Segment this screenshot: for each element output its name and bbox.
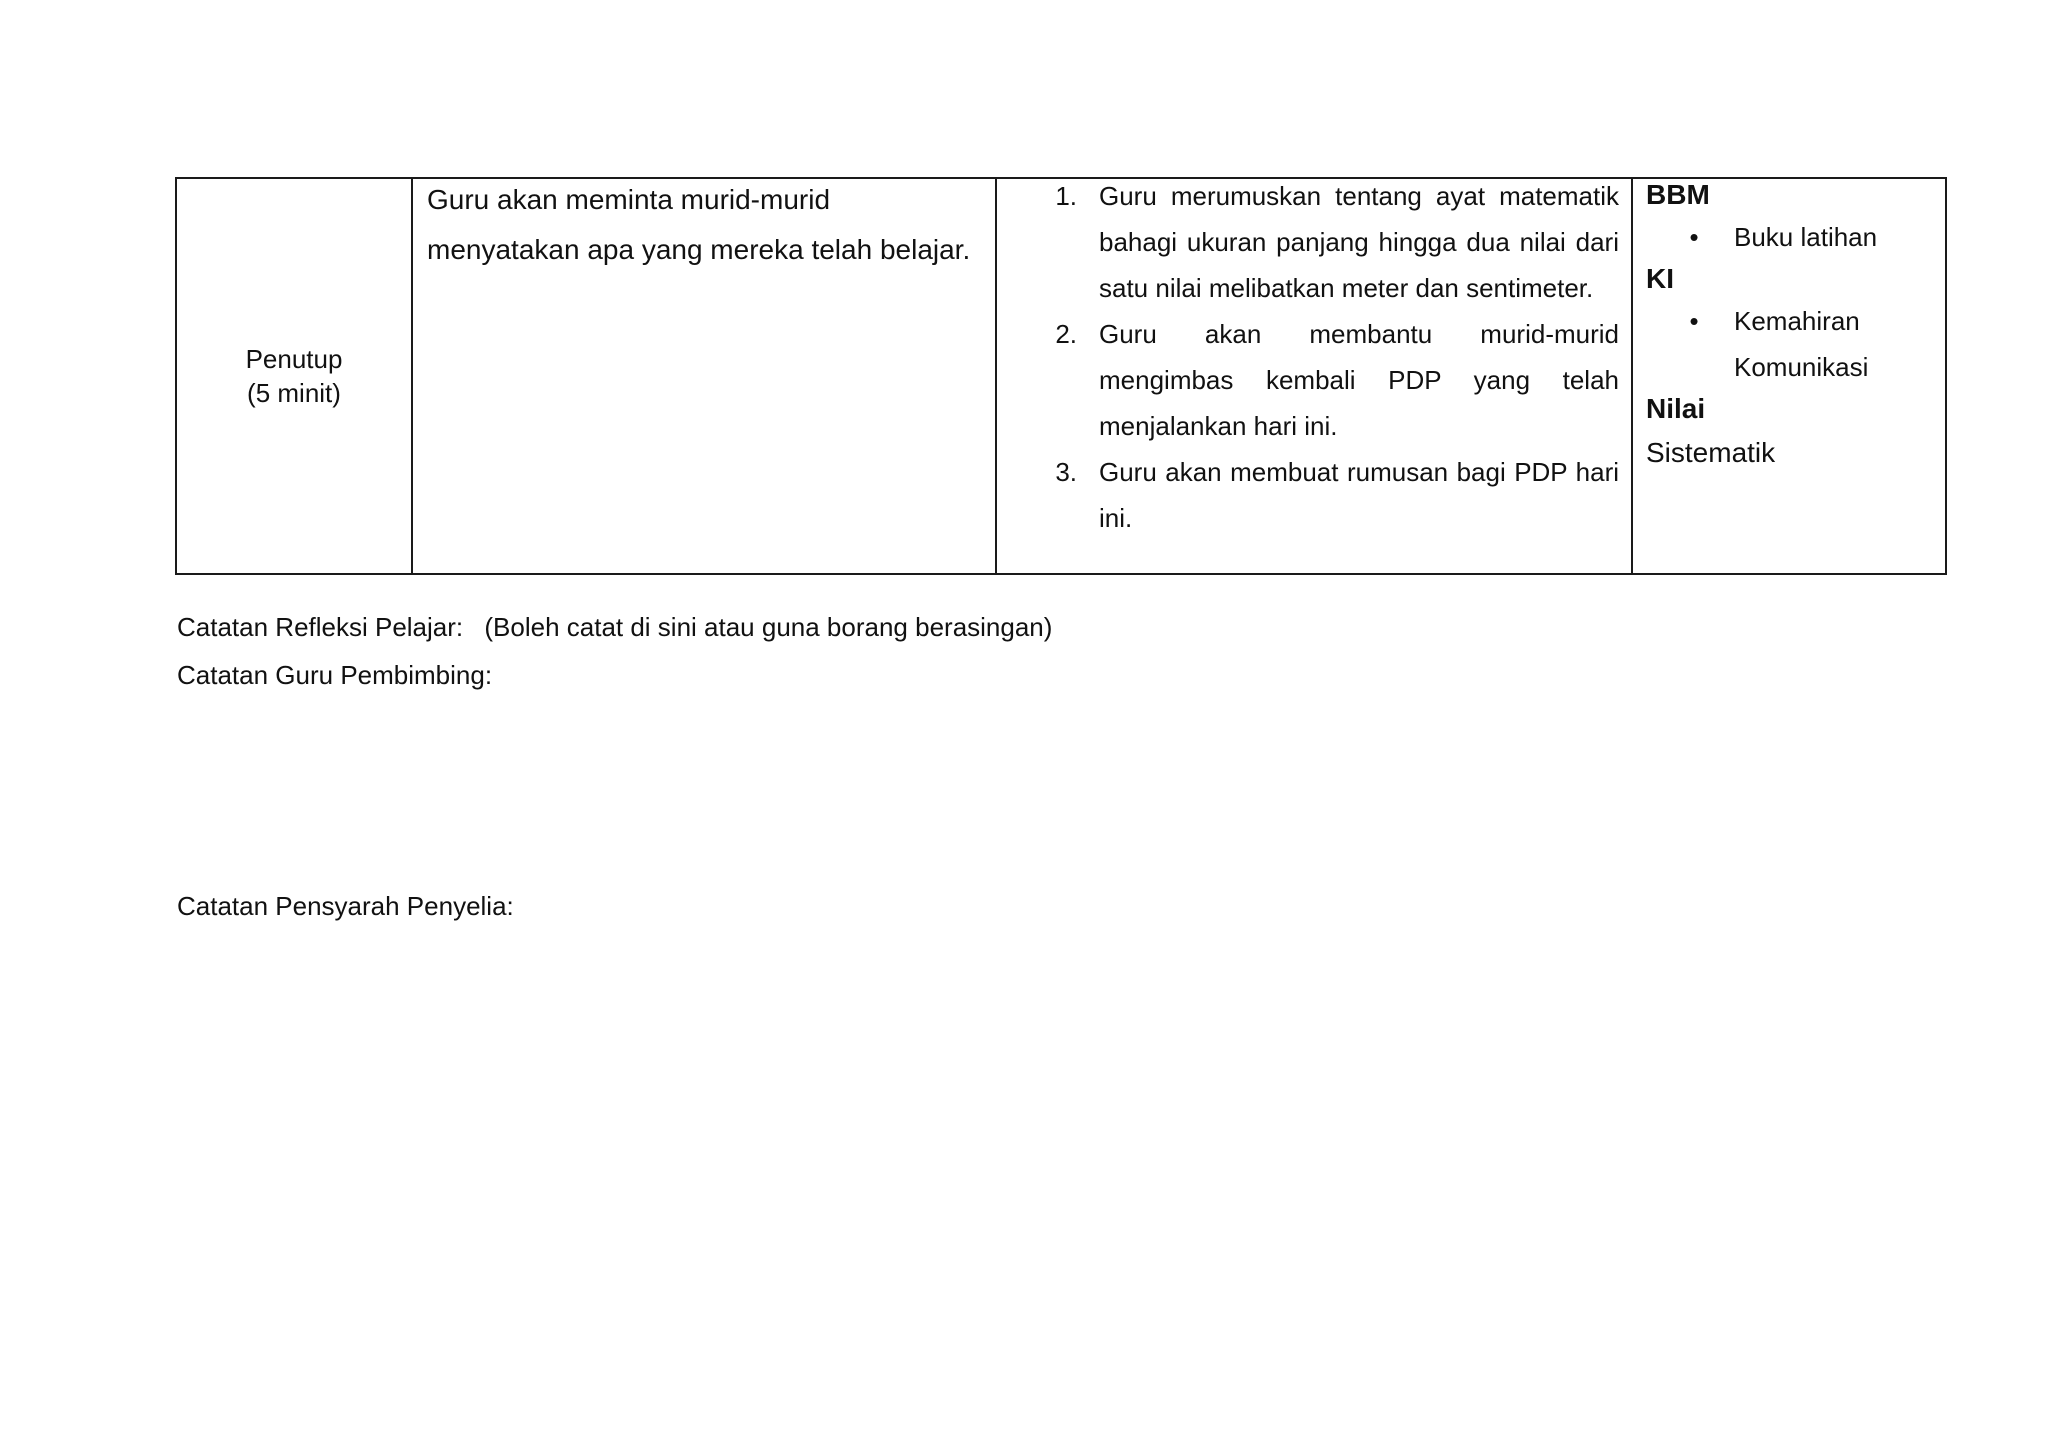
lesson-plan-table xyxy=(175,177,1947,575)
bullet-icon: • xyxy=(1689,222,1699,252)
steps-cell xyxy=(996,178,1632,574)
list-item xyxy=(997,311,1619,449)
stage-name: Penutup xyxy=(245,344,343,374)
step-text: Guru akan membuat rumusan bagi PDP hari ini. xyxy=(1099,457,1619,533)
ki-item: Kemahiran Komunikasi xyxy=(1734,306,1869,382)
content-text: Guru akan meminta murid-murid menyatakan apa yang mereka telah belajar. xyxy=(427,184,971,265)
notes-content xyxy=(1646,176,1935,478)
list-item xyxy=(997,449,1619,541)
stage-duration: (5 minit) xyxy=(247,378,341,408)
content-cell xyxy=(412,178,996,574)
bbm-heading: BBM xyxy=(1646,179,1710,210)
list-item xyxy=(1646,298,1935,390)
step-number: 2. xyxy=(1055,319,1077,349)
list-item xyxy=(997,173,1619,311)
step-text: Guru akan membantu murid-murid mengimbas kembali PDP yang telah menjalankan hari ini. xyxy=(1099,319,1619,441)
step-number: 3. xyxy=(1055,457,1077,487)
reflection-hint: (Boleh catat di sini atau guna borang berasingan) xyxy=(484,612,1053,642)
mentor-note-label: Catatan Guru Pembimbing: xyxy=(177,660,493,690)
notes-cell xyxy=(1632,178,1946,574)
bbm-list xyxy=(1646,214,1935,260)
ki-heading: KI xyxy=(1646,263,1674,294)
nilai-value: Sistematik xyxy=(1646,437,1776,468)
nilai-heading: Nilai xyxy=(1646,393,1706,424)
step-text: Guru merumuskan tentang ayat matematik bahagi ukuran panjang hingga dua nilai dari satu nilai melibatkan meter dan sentimeter. xyxy=(1099,181,1619,303)
lecturer-note-label: Catatan Pensyarah Penyelia: xyxy=(177,891,514,921)
table-row xyxy=(176,178,1946,574)
bbm-item: Buku latihan xyxy=(1734,222,1878,252)
bullet-icon: • xyxy=(1689,306,1699,336)
reflection-note xyxy=(177,610,1052,644)
ki-list xyxy=(1646,298,1935,390)
step-number: 1. xyxy=(1055,181,1077,211)
reflection-label: Catatan Refleksi Pelajar: xyxy=(177,612,464,642)
stage-cell xyxy=(176,178,412,574)
steps-list xyxy=(997,179,1619,547)
list-item xyxy=(1646,214,1935,260)
